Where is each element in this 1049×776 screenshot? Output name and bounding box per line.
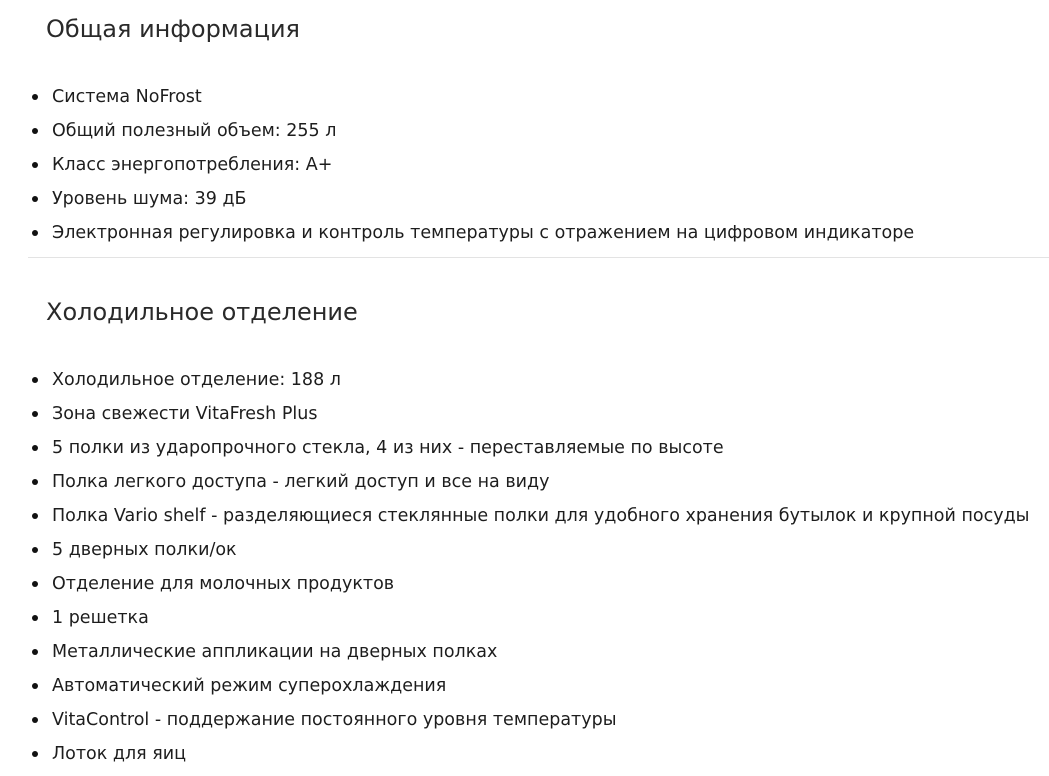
list-item-text: Система NoFrost	[52, 87, 202, 107]
list-item	[0, 465, 1030, 499]
bullet-icon	[32, 581, 38, 587]
list-item	[0, 635, 1030, 669]
bullet-icon	[32, 683, 38, 689]
list-item-text: VitaControl - поддержание постоянного уровня температуры	[52, 710, 617, 730]
list-item-text: Полка легкого доступа - легкий доступ и все на виду	[52, 472, 550, 492]
bullet-icon	[32, 479, 38, 485]
bullet-icon	[32, 230, 38, 236]
bullet-icon	[32, 411, 38, 417]
list-item-text: Уровень шума: 39 дБ	[52, 189, 247, 209]
bullet-icon	[32, 751, 38, 757]
list-item	[0, 148, 914, 182]
bullet-icon	[32, 513, 38, 519]
list-item-text: Автоматический режим суперохлаждения	[52, 676, 447, 696]
list-item	[0, 533, 1030, 567]
list-item-text: Холодильное отделение: 188 л	[52, 370, 341, 390]
bullet-icon	[32, 94, 38, 100]
list-item	[0, 114, 914, 148]
bullet-icon	[32, 649, 38, 655]
list-item-text: Отделение для молочных продуктов	[52, 574, 395, 594]
list-item-text: 1 решетка	[52, 608, 149, 628]
list-item-text: Лоток для яиц	[52, 744, 187, 764]
list-item-text: Металлические аппликации на дверных полках	[52, 642, 498, 662]
list-item	[0, 601, 1030, 635]
section-divider	[28, 257, 1049, 258]
bullet-icon	[32, 128, 38, 134]
bullet-icon	[32, 377, 38, 383]
bullet-icon	[32, 445, 38, 451]
list-item-text: Класс энергопотребления: А+	[52, 155, 333, 175]
bullet-icon	[32, 717, 38, 723]
section-title-general-info: Общая информация	[46, 15, 300, 43]
list-item	[0, 499, 1030, 533]
list-item-text: 5 дверных полки/ок	[52, 540, 237, 560]
list-item	[0, 182, 914, 216]
list-item-text: Электронная регулировка и контроль температуры с отражением на цифровом индикаторе	[52, 223, 915, 243]
fridge-compartment-list	[0, 363, 1030, 771]
general-info-list	[0, 80, 914, 250]
list-item	[0, 703, 1030, 737]
list-item	[0, 397, 1030, 431]
list-item-text: Общий полезный объем: 255 л	[52, 121, 337, 141]
list-item	[0, 363, 1030, 397]
bullet-icon	[32, 615, 38, 621]
bullet-icon	[32, 162, 38, 168]
list-item	[0, 216, 914, 250]
list-item	[0, 567, 1030, 601]
list-item	[0, 737, 1030, 771]
list-item	[0, 431, 1030, 465]
bullet-icon	[32, 196, 38, 202]
list-item-text: Зона свежести VitaFresh Plus	[52, 404, 318, 424]
section-title-fridge-compartment: Холодильное отделение	[46, 298, 358, 326]
list-item-text: 5 полки из ударопрочного стекла, 4 из них - переставляемые по высоте	[52, 438, 724, 458]
list-item	[0, 669, 1030, 703]
list-item	[0, 80, 914, 114]
bullet-icon	[32, 547, 38, 553]
list-item-text: Полка Vario shelf - разделяющиеся стеклянные полки для удобного хранения бутылок и крупной посуды	[52, 506, 1030, 526]
